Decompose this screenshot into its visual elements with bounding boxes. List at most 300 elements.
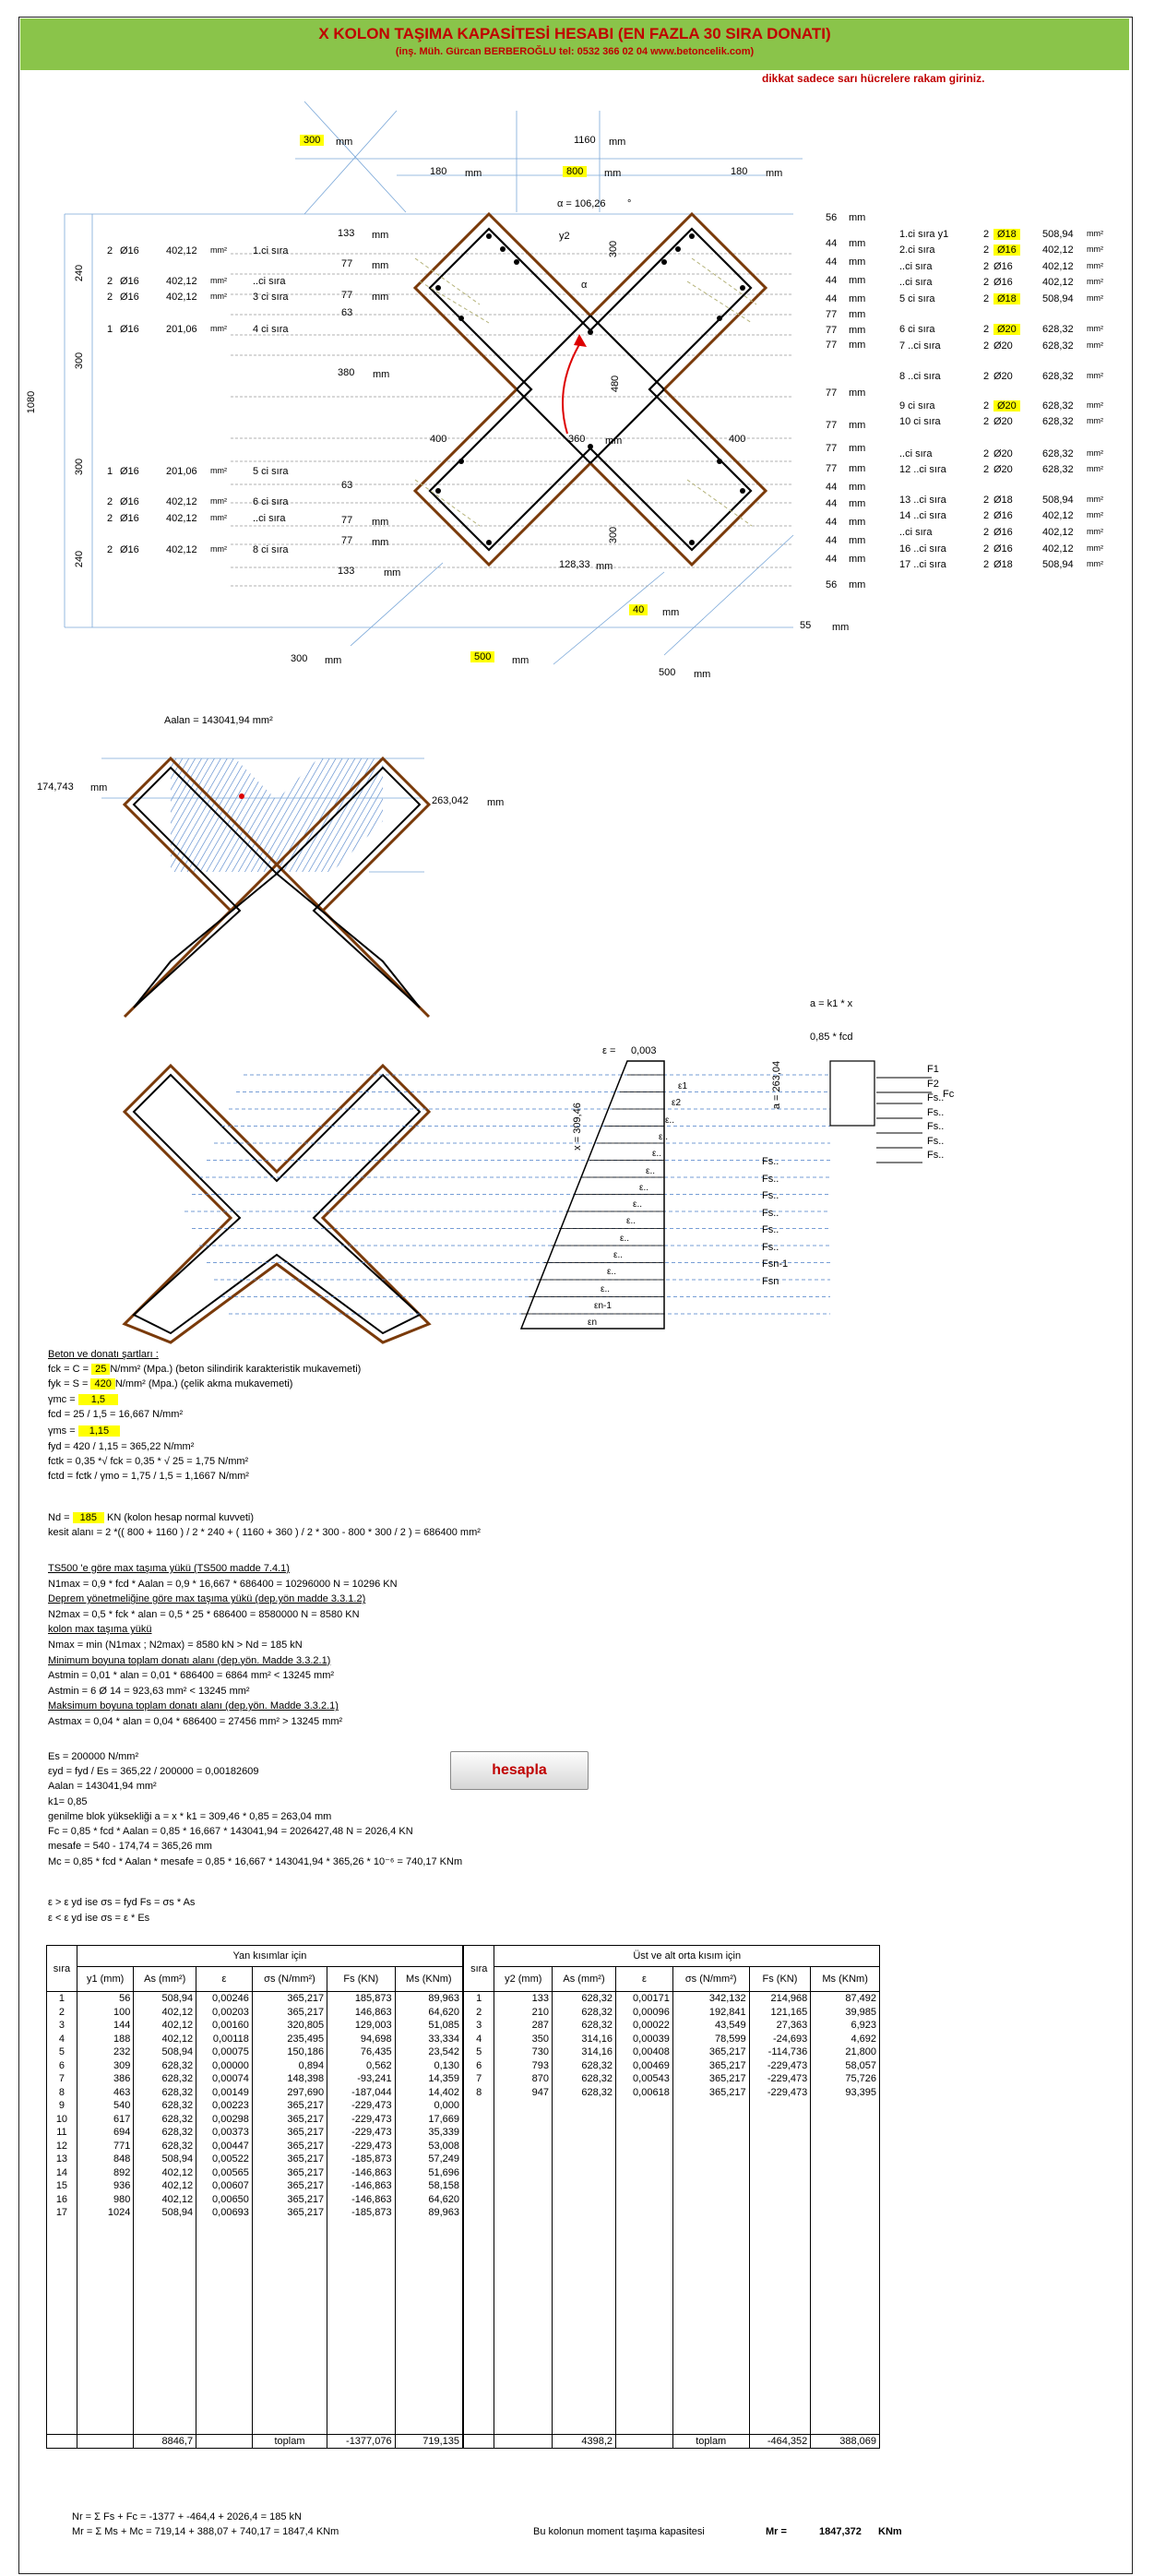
rebar-diameter: Ø16: [993, 277, 1013, 288]
check-line: Astmax = 0,04 * alan = 0,04 * 686400 = 27456 mm² > 13245 mm²: [48, 1716, 343, 1727]
cell: [616, 2380, 673, 2394]
cell: -229,473: [327, 2113, 395, 2127]
cell: 947: [494, 2086, 553, 2100]
y2-label: y2: [559, 231, 570, 242]
cell: [553, 2260, 616, 2273]
row-index: 8: [464, 2086, 494, 2100]
fcd-row: fcd = 25 / 1,5 = 16,667 N/mm²: [48, 1409, 184, 1420]
cell: [196, 2313, 253, 2327]
cell: [749, 2380, 811, 2394]
strain-leader-lines: [184, 1075, 830, 1314]
cell: [196, 2420, 253, 2434]
rebar-area: 402,12: [166, 513, 197, 524]
row-index: 8: [47, 2086, 77, 2100]
cell: [672, 2354, 749, 2367]
row-label: ..ci sıra: [253, 276, 286, 287]
row-leader-lines: [231, 254, 793, 586]
row-label: 16 ..ci sıra: [899, 543, 946, 555]
cell: [553, 2393, 616, 2407]
arrow-head: [574, 334, 587, 347]
row-index: [464, 2260, 494, 2273]
cell: [494, 2220, 553, 2234]
unit-label: mm: [849, 579, 866, 590]
cell: [196, 2273, 253, 2287]
cell: 0,00022: [616, 2019, 673, 2033]
rebar-diameter: Ø16: [120, 292, 139, 303]
mr-label: Mr =: [766, 2526, 787, 2537]
rebar-area: 402,12: [166, 292, 197, 303]
blank-cell: [47, 2434, 77, 2448]
column-header: ε: [616, 1967, 673, 1992]
cell: [553, 2099, 616, 2113]
rebar-count: 2: [107, 245, 113, 256]
cell: [494, 2126, 553, 2140]
cell: [327, 2354, 395, 2367]
cell: [494, 2420, 553, 2434]
table-row: [47, 2367, 463, 2380]
cell: [327, 2420, 395, 2434]
mid-width-input[interactable]: 800: [563, 166, 587, 177]
cell: [395, 2273, 462, 2287]
cell: [196, 2367, 253, 2380]
table-row: [464, 2206, 880, 2220]
force-label: Fs..: [927, 1092, 945, 1103]
right-dim-value: 77: [826, 325, 838, 336]
cell: [494, 2286, 553, 2300]
row-index: [47, 2233, 77, 2247]
table-row: [464, 2220, 880, 2234]
cell: [494, 2327, 553, 2341]
cell: [672, 2393, 749, 2407]
cell: [494, 2393, 553, 2407]
row-index: 4: [47, 2033, 77, 2046]
cell: [327, 2327, 395, 2341]
force-label: Fs..: [762, 1173, 779, 1185]
dim-55: 55: [800, 620, 812, 631]
rebar-diameter: Ø16: [120, 496, 139, 507]
row-index: 1: [47, 1992, 77, 2006]
cell: [616, 2260, 673, 2273]
cell: [77, 2327, 133, 2341]
force-label: Fs..: [927, 1150, 945, 1161]
cell: [327, 2393, 395, 2407]
calc-line: εyd = fyd / Es = 365,22 / 200000 = 0,00182609: [48, 1766, 259, 1778]
rebar-diameter[interactable]: Ø18: [993, 293, 1020, 304]
degree-symbol: °: [627, 198, 632, 209]
cell: [395, 2393, 462, 2407]
cell: [327, 2233, 395, 2247]
row-index: [464, 2206, 494, 2220]
dim-77: 77: [341, 290, 353, 301]
cell: [494, 2153, 553, 2166]
cell: 320,805: [252, 2019, 327, 2033]
rebar-area: 201,06: [166, 466, 197, 477]
table-row: [464, 2086, 880, 2100]
rebar-count: 1: [107, 466, 113, 477]
cell: 27,363: [749, 2019, 811, 2033]
unit-label: mm: [849, 443, 866, 454]
cell: [616, 2327, 673, 2341]
rebar-diameter[interactable]: Ø18: [993, 229, 1020, 240]
cell: [749, 2260, 811, 2273]
right-width: 180: [731, 166, 748, 177]
cell: 508,94: [134, 1992, 196, 2006]
cell: [811, 2193, 880, 2207]
unit-label: mm: [372, 292, 389, 303]
dim-300: 300: [608, 526, 620, 544]
rebar-diameter: Ø16: [993, 261, 1013, 272]
nd-input[interactable]: 185: [73, 1512, 104, 1523]
row-index: 9: [47, 2099, 77, 2113]
unit-label: mm: [336, 137, 353, 148]
rebar-area: 628,32: [1042, 371, 1074, 382]
force-arrows: [876, 1078, 932, 1163]
unit-label: mm: [512, 655, 529, 666]
rebar-count: 2: [983, 244, 990, 256]
total-label: toplam: [672, 2434, 749, 2448]
rebar-area: 402,12: [166, 276, 197, 287]
cell: 365,217: [252, 2126, 327, 2140]
row-index: [47, 2340, 77, 2354]
cell: 188: [77, 2033, 133, 2046]
row-index: 6: [47, 2059, 77, 2073]
table-row: [47, 2193, 463, 2207]
cell: [749, 2313, 811, 2327]
cell: [749, 2420, 811, 2434]
row-label: ..ci sıra: [899, 277, 933, 288]
rebar-diameter[interactable]: Ø16: [993, 244, 1020, 256]
force-label: Fs..: [762, 1241, 779, 1253]
gms-input[interactable]: 1,15: [78, 1425, 120, 1437]
dim-300: 300: [74, 352, 86, 370]
row-index: [464, 2126, 494, 2140]
cell: 232: [77, 2045, 133, 2059]
strain-label: ε..: [659, 1131, 669, 1142]
cell: 210: [494, 2006, 553, 2020]
calculate-button[interactable]: hesapla: [450, 1751, 589, 1790]
strain-label: εn: [588, 1318, 598, 1329]
strain-label: ε..: [646, 1165, 656, 1176]
area-unit: mm²: [1087, 244, 1103, 254]
cell: 892: [77, 2166, 133, 2180]
cell: [672, 2327, 749, 2341]
calc-line: genilme blok yüksekliği a = x * k1 = 309,46 * 0,85 = 263,04 mm: [48, 1810, 332, 1822]
rebar-diameter[interactable]: Ø20: [993, 324, 1020, 335]
cell: [616, 2179, 673, 2193]
cell: 365,217: [672, 2072, 749, 2086]
table-row: [464, 2126, 880, 2140]
cell: [134, 2220, 196, 2234]
cell: [494, 2313, 553, 2327]
row-index: [464, 2113, 494, 2127]
table-row: [47, 2327, 463, 2341]
cell: [395, 2380, 462, 2394]
cell: 365,217: [252, 2166, 327, 2180]
group-header: Üst ve alt orta kısım için: [494, 1946, 880, 1967]
cell: [553, 2233, 616, 2247]
cell: [252, 2233, 327, 2247]
cell: [196, 2340, 253, 2354]
cell: 58,057: [811, 2059, 880, 2073]
cell: [252, 2327, 327, 2341]
column-header: Ms (KNm): [811, 1967, 880, 1992]
rebar-count: 2: [983, 559, 990, 570]
cell: [811, 2113, 880, 2127]
cell: [749, 2327, 811, 2341]
cell: [749, 2153, 811, 2166]
dimension-lines: [65, 101, 803, 664]
cover-input[interactable]: 40: [629, 604, 648, 615]
cell: 365,217: [252, 2206, 327, 2220]
cell: [196, 2247, 253, 2260]
strain-label: ε..: [639, 1182, 649, 1193]
cell: 314,16: [553, 2045, 616, 2059]
fyk-input[interactable]: 420: [90, 1378, 114, 1389]
cell: [252, 2340, 327, 2354]
cell: 89,963: [395, 1992, 462, 2006]
table-row: [47, 2300, 463, 2314]
cell: 350: [494, 2033, 553, 2046]
force-label: Fs..: [927, 1135, 945, 1147]
cell: [616, 2099, 673, 2113]
rebar-area: 628,32: [1042, 324, 1074, 335]
total-row: [464, 2434, 880, 2448]
cell: 848: [77, 2153, 133, 2166]
row-index: [464, 2407, 494, 2421]
cell: [672, 2380, 749, 2394]
cell: 771: [77, 2140, 133, 2153]
cell: [77, 2420, 133, 2434]
cell: [811, 2354, 880, 2367]
cell: [672, 2367, 749, 2380]
cell: 0,00074: [196, 2072, 253, 2086]
top-arm-input[interactable]: 300: [300, 135, 324, 146]
table-row: [47, 2340, 463, 2354]
cell: 365,217: [252, 2099, 327, 2113]
row-index: 16: [47, 2193, 77, 2207]
rebar-area: 508,94: [1042, 293, 1074, 304]
row-index: [47, 2380, 77, 2394]
cell: [252, 2313, 327, 2327]
rebar-diameter: Ø20: [993, 448, 1013, 459]
row-index: 7: [47, 2072, 77, 2086]
cell: 386: [77, 2072, 133, 2086]
cell: [134, 2327, 196, 2341]
rebar-diameter: Ø16: [120, 513, 139, 524]
cell: [616, 2233, 673, 2247]
cell: [77, 2247, 133, 2260]
rebar-area: 508,94: [1042, 559, 1074, 570]
rebar-area: 508,94: [1042, 229, 1074, 240]
blank-cell: [616, 2434, 673, 2448]
calc-line: Fc = 0,85 * fcd * Aalan = 0,85 * 16,667 * 143041,94 = 2026427,48 N = 2026,4 KN: [48, 1826, 413, 1837]
table-row: [464, 2380, 880, 2394]
dim-63: 63: [341, 307, 353, 318]
cell: 146,863: [327, 2006, 395, 2020]
cell: -229,473: [749, 2072, 811, 2086]
cell: 508,94: [134, 2153, 196, 2166]
table-row: [464, 2286, 880, 2300]
mr-value: 1847,372: [819, 2526, 862, 2537]
unit-label: mm: [694, 669, 711, 680]
cell: 94,698: [327, 2033, 395, 2046]
rebar-count: 2: [983, 416, 990, 427]
row-label: 8 ..ci sıra: [899, 371, 941, 382]
cell: 144: [77, 2019, 133, 2033]
cell: 100: [77, 2006, 133, 2020]
table-row: [47, 2313, 463, 2327]
cell: [395, 2354, 462, 2367]
cell: [327, 2407, 395, 2421]
cell: [494, 2300, 553, 2314]
rebar-diameter[interactable]: Ø20: [993, 400, 1020, 411]
unit-label: mm: [849, 554, 866, 565]
unit-label: mm: [372, 230, 389, 241]
cell: 980: [77, 2193, 133, 2207]
row-label: 13 ..ci sıra: [899, 495, 946, 506]
cell: [553, 2420, 616, 2434]
total-fs: -1377,076: [327, 2434, 395, 2448]
table-row: [47, 2286, 463, 2300]
cell: [395, 2407, 462, 2421]
dim-380: 380: [338, 367, 355, 378]
cell: 185,873: [327, 1992, 395, 2006]
cell: [672, 2166, 749, 2180]
table-row: [47, 2113, 463, 2127]
cell: 365,217: [252, 2193, 327, 2207]
dim-1080: 1080: [26, 390, 38, 414]
row-index: [47, 2420, 77, 2434]
strain-diagram: [0, 1052, 1154, 1356]
cell: 365,217: [252, 2006, 327, 2020]
strain-label: ε2: [672, 1098, 682, 1109]
rebar-diameter: Ø20: [993, 371, 1013, 382]
cell: [553, 2247, 616, 2260]
strain-label: ε..: [601, 1283, 611, 1294]
table-row: [464, 2354, 880, 2367]
cell: [134, 2233, 196, 2247]
rebar-count: 2: [107, 513, 113, 524]
cell: [749, 2407, 811, 2421]
table-row: [464, 2367, 880, 2380]
cell: 53,008: [395, 2140, 462, 2153]
rebar-diameter: Ø16: [120, 276, 139, 287]
table-row: [47, 2220, 463, 2234]
row-index: [47, 2327, 77, 2341]
cell: [494, 2380, 553, 2394]
table-row: [464, 2407, 880, 2421]
cell: 628,32: [553, 2072, 616, 2086]
cell: -229,473: [327, 2126, 395, 2140]
table-row: [464, 2340, 880, 2354]
table-row: [464, 2153, 880, 2166]
row-label: ..ci sıra: [899, 261, 933, 272]
cell: 51,085: [395, 2019, 462, 2033]
cell: [395, 2340, 462, 2354]
cell: [672, 2126, 749, 2140]
area-unit: mm²: [1087, 400, 1103, 410]
rebar-count: 2: [983, 510, 990, 521]
cell: [672, 2247, 749, 2260]
table-row: [47, 2019, 463, 2033]
dim-300: 300: [608, 240, 620, 258]
row-index: [464, 2300, 494, 2314]
blank-header: sıra: [47, 1946, 77, 1992]
cell: [553, 2367, 616, 2380]
right-dim-value: 77: [826, 420, 838, 431]
fck-input[interactable]: 25: [91, 1364, 110, 1375]
row-index: [464, 2166, 494, 2180]
cell: 0,00607: [196, 2179, 253, 2193]
cell: [811, 2220, 880, 2234]
row-index: [47, 2273, 77, 2287]
cell: [494, 2193, 553, 2207]
cell: [553, 2313, 616, 2327]
cell: [395, 2367, 462, 2380]
table-row: [47, 2179, 463, 2193]
cell: [77, 2407, 133, 2421]
cell: [672, 2300, 749, 2314]
rebar-area: 402,12: [1042, 244, 1074, 256]
cell: [196, 2354, 253, 2367]
table-row: [47, 2126, 463, 2140]
middle-bars-table: [463, 1945, 880, 2449]
bottom-width-input[interactable]: 500: [470, 651, 494, 662]
cell: 309: [77, 2059, 133, 2073]
rebar-area: 402,12: [1042, 277, 1074, 288]
cell: [327, 2300, 395, 2314]
cell: 57,249: [395, 2153, 462, 2166]
force-label: Fs..: [927, 1121, 945, 1132]
check-line: N2max = 0,5 * fck * alan = 0,5 * 25 * 686400 = 8580000 N = 8580 KN: [48, 1608, 360, 1620]
cell: -114,736: [749, 2045, 811, 2059]
right-dim-value: 77: [826, 340, 838, 351]
row-index: [47, 2300, 77, 2314]
area-unit: mm²: [1087, 261, 1103, 270]
cell: [494, 2140, 553, 2153]
page-title: X KOLON TAŞIMA KAPASİTESİ HESABI (EN FAZLA 30 SIRA DONATI): [318, 25, 831, 42]
blank-cell: [77, 2434, 133, 2448]
row-index: 3: [47, 2019, 77, 2033]
total-ms: 388,069: [811, 2434, 880, 2448]
cell: [616, 2393, 673, 2407]
fck-desc: N/mm² (Mpa.) (beton silindirik karakteristik mukavemeti): [110, 1364, 362, 1375]
row-label: 8 ci sıra: [253, 544, 289, 555]
total-as: 8846,7: [134, 2434, 196, 2448]
gmc-input[interactable]: 1,5: [78, 1394, 118, 1405]
cell: -24,693: [749, 2033, 811, 2046]
cell: 0,00650: [196, 2193, 253, 2207]
cell: 870: [494, 2072, 553, 2086]
gmc-row: [48, 1394, 118, 1405]
cell: [749, 2193, 811, 2207]
table-row: [464, 2045, 880, 2059]
cell: [616, 2354, 673, 2367]
title-banner: [20, 18, 1129, 70]
force-label: Fs..: [762, 1224, 779, 1235]
row-label: ..ci sıra: [899, 448, 933, 459]
table-row: [47, 2260, 463, 2273]
area-unit: mm²: [210, 466, 227, 475]
cell: [616, 2166, 673, 2180]
cell: [494, 2099, 553, 2113]
cell: 402,12: [134, 2193, 196, 2207]
area-unit: mm²: [1087, 448, 1103, 458]
dim-400: 400: [430, 434, 447, 445]
cell: [395, 2313, 462, 2327]
cell: [749, 2300, 811, 2314]
row-index: 12: [47, 2140, 77, 2153]
